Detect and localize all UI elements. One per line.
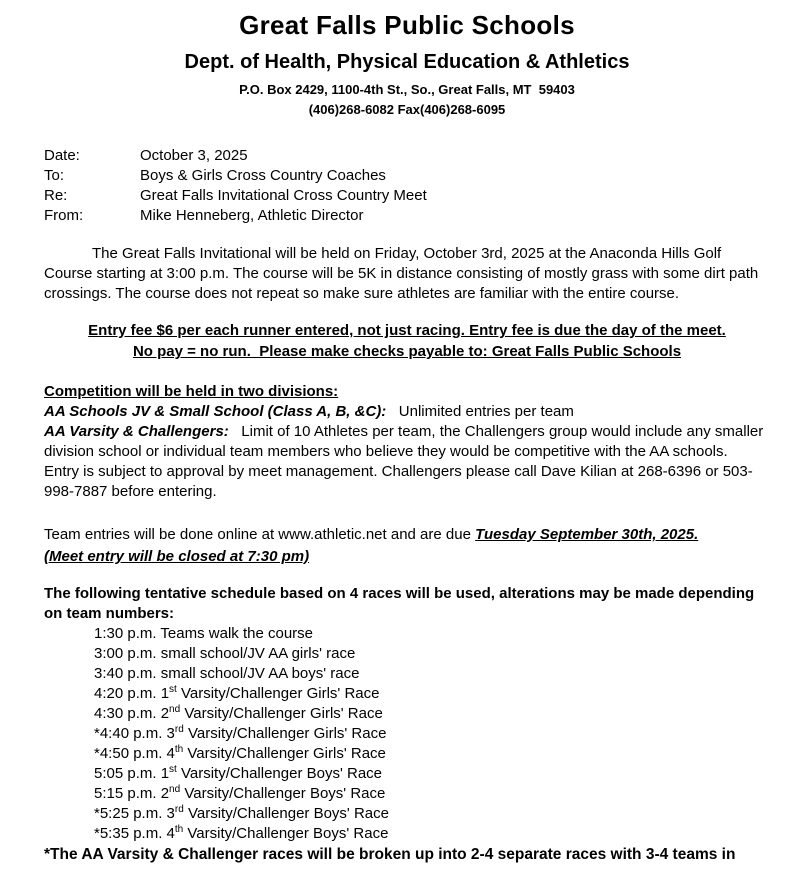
document-header [44, 8, 770, 118]
schedule-item-text: *5:35 p.m. 4 [94, 825, 175, 842]
schedule-item-text: Varsity/Challenger Girls' Race [180, 705, 383, 722]
schedule-item-text: 4:30 p.m. 2 [94, 705, 170, 722]
division-2-text: Limit of 10 Athletes per team, the Challengers group would include any smaller division school or individual team members who believe they would be competitive with the AA schools. Entry is subject to approval by meet management. Challengers please call Dave Kilian at 268-6396 or 503-998-7887 before entering. [44, 423, 768, 500]
schedule-item-text: Varsity/Challenger Boys' Race [183, 825, 389, 842]
entries-paragraph [44, 524, 770, 546]
memo-row-to [44, 166, 770, 186]
address-line: P.O. Box 2429, 1100-4th St., So., Great Falls, MT 59403 [239, 82, 575, 97]
schedule-item [94, 784, 770, 804]
division-1 [44, 402, 770, 422]
schedule-item-text: Varsity/Challenger Girls' Race [183, 725, 387, 742]
schedule-item [94, 804, 770, 824]
entries-section [44, 524, 770, 568]
memo-field-value: Great Falls Invitational Cross Country Meet [140, 187, 427, 204]
schedule-item-text: Varsity/Challenger Boys' Race [180, 785, 386, 802]
ordinal-suffix: th [174, 744, 184, 755]
schedule-item-text: Varsity/Challenger Girls' Race [183, 745, 386, 762]
ordinal-suffix: nd [169, 784, 181, 795]
divisions-section [44, 382, 770, 502]
memo-field-label: From: [44, 207, 84, 224]
divisions-heading: Competition will be held in two divisions: [44, 383, 339, 400]
schedule-item [94, 744, 770, 764]
memo-row-from [44, 206, 770, 226]
department-subtitle: Dept. of Health, Physical Education & Athletics [184, 51, 630, 73]
memo-field-value: Mike Henneberg, Athletic Director [140, 207, 364, 224]
schedule-item-text: Varsity/Challenger Boys' Race [183, 805, 389, 822]
schedule-item-text: Varsity/Challenger Girls' Race [176, 685, 380, 702]
memo-field-label: Date: [44, 147, 80, 164]
schedule-item [94, 824, 770, 844]
entry-fee-line-2: No pay = no run. Please make checks payable to: Great Falls Public Schools [132, 343, 682, 360]
schedule-item [94, 684, 770, 704]
ordinal-suffix: th [174, 824, 184, 835]
schedule-item-text: 4:20 p.m. 1 [94, 685, 170, 702]
schedule-item-text: 3:40 p.m. small school/JV AA boys' race [94, 665, 360, 682]
schedule-item-text: 5:05 p.m. 1 [94, 765, 170, 782]
schedule-item-text: *4:50 p.m. 4 [94, 745, 175, 762]
memo-row-re [44, 186, 770, 206]
schedule-item-text: *5:25 p.m. 3 [94, 805, 175, 822]
memo-field-value: October 3, 2025 [140, 147, 248, 164]
schedule-item [94, 624, 770, 644]
division-2 [44, 422, 770, 502]
entries-due-date: Tuesday September 30th, 2025. [475, 526, 699, 543]
schedule-item-text: 3:00 p.m. small school/JV AA girls' race [94, 645, 356, 662]
ordinal-suffix: rd [174, 724, 184, 735]
schedule-item [94, 664, 770, 684]
memo-fields [44, 146, 770, 226]
schedule-heading: The following tentative schedule based on 4 races will be used, alterations may be made depending on team numbers: [44, 585, 755, 622]
footnote: *The AA Varsity & Challenger races will be broken up into 2-4 separate races with 3-4 teams in [44, 846, 736, 863]
schedule-list [94, 624, 770, 844]
entry-fee-line-1: Entry fee $6 per each runner entered, not just racing. Entry fee is due the day of the meet. [88, 322, 726, 339]
memo-field-value: Boys & Girls Cross Country Coaches [140, 167, 386, 184]
entries-closed-note: (Meet entry will be closed at 7:30 pm) [44, 548, 310, 565]
schedule-item-text: *4:40 p.m. 3 [94, 725, 175, 742]
memo-field-label: Re: [44, 187, 68, 204]
memo-row-date [44, 146, 770, 166]
schedule-item [94, 724, 770, 744]
ordinal-suffix: rd [174, 804, 184, 815]
schedule-item-text: Varsity/Challenger Boys' Race [176, 765, 383, 782]
intro-paragraph: The Great Falls Invitational will be held on Friday, October 3rd, 2025 at the Anaconda Hills Golf Course starting at 3:00 p.m. The course will be 5K in distance consisting of mostly grass with some dirt path crossings. The course does not repeat so make sure athletes are familiar with the entire course. [44, 245, 763, 302]
ordinal-suffix: nd [169, 704, 181, 715]
division-1-text: Unlimited entries per team [386, 403, 574, 420]
ordinal-suffix: st [169, 684, 177, 695]
ordinal-suffix: st [169, 764, 177, 775]
page-title: Great Falls Public Schools [239, 10, 575, 40]
schedule-item-text: 1:30 p.m. Teams walk the course [94, 625, 313, 642]
schedule-item [94, 704, 770, 724]
schedule-item-text: 5:15 p.m. 2 [94, 785, 170, 802]
schedule-item [94, 644, 770, 664]
schedule-item [94, 764, 770, 784]
entries-text: Team entries will be done online at www.athletic.net and are due [44, 526, 476, 543]
memo-field-label: To: [44, 167, 65, 184]
division-2-label: AA Varsity & Challengers: [44, 423, 229, 440]
entry-fee-notice [44, 320, 770, 362]
phone-line: (406)268-6082 Fax(406)268-6095 [308, 102, 506, 117]
division-1-label: AA Schools JV & Small School (Class A, B, &C): [44, 403, 387, 420]
